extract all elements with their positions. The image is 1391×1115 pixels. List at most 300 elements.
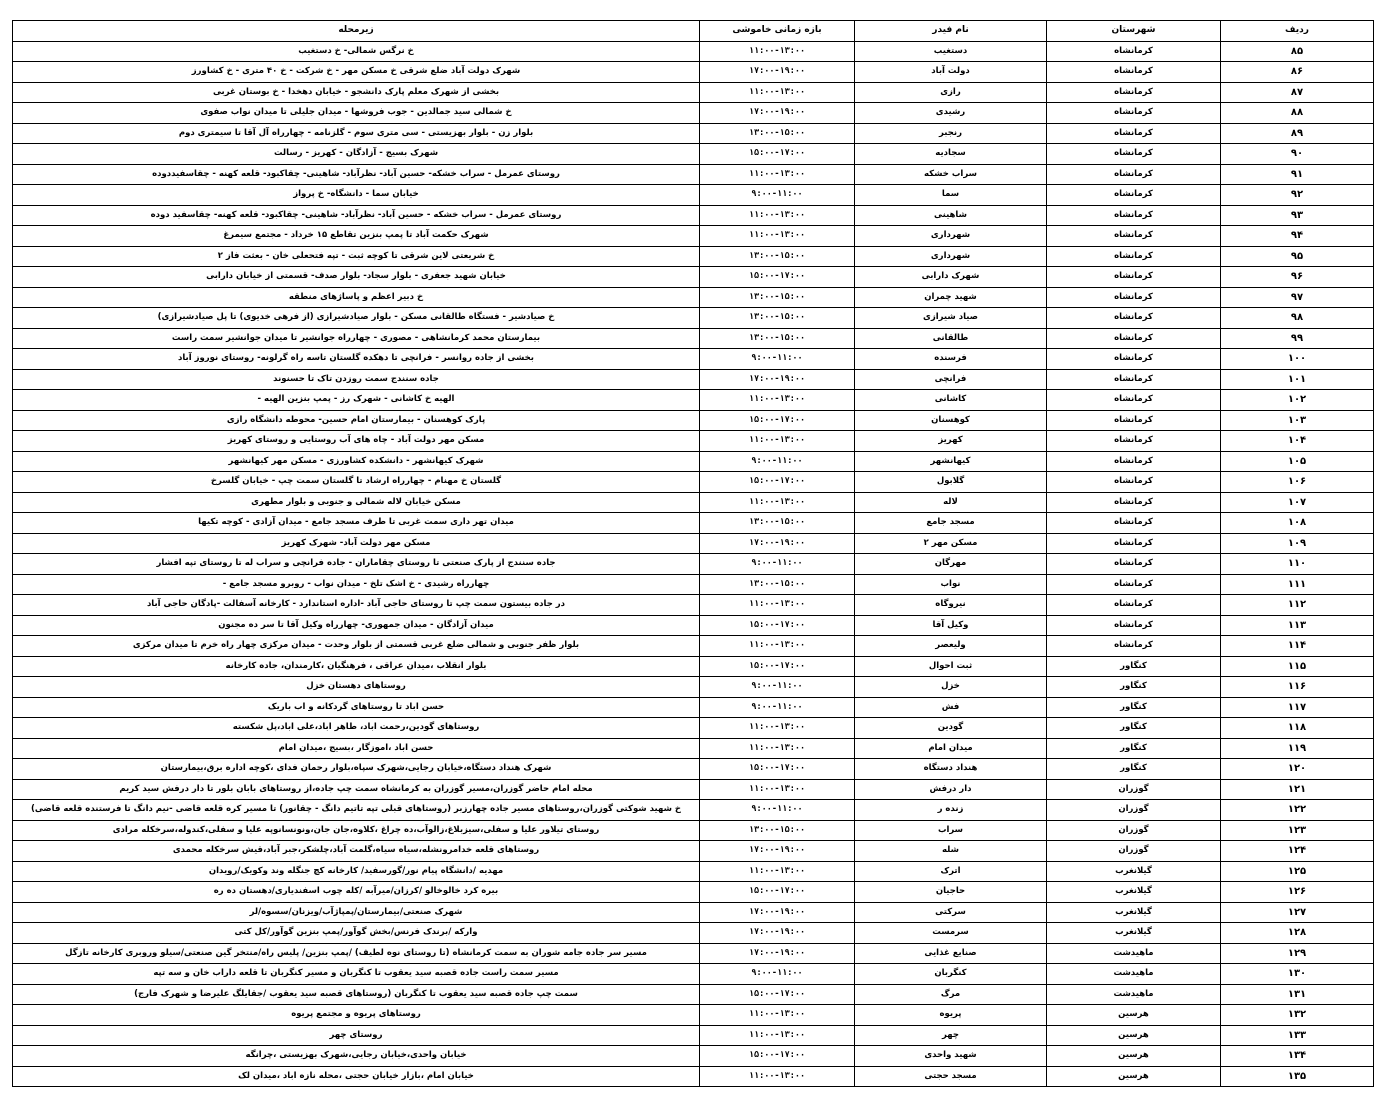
cell-area: بلوار ظفر جنوبی و شمالی ضلع غربی قسمتی از بلوار وحدت - میدان مرکزی چهار راه خرم تا میدان مرکزی: [13, 636, 700, 657]
cell-radif: ۸۶: [1221, 62, 1374, 83]
cell-city: کنگاور: [1047, 738, 1221, 759]
table-row: [13, 697, 1374, 718]
table-row: [13, 62, 1374, 83]
cell-range: ۱۷:۰۰-۱۹:۰۰: [700, 943, 855, 964]
cell-area: مسیر سر جاده جامه شوران به سمت کرمانشاه (تا روستای نوه لطیف) /پمپ بنزین/ پلیس راه/منتخر گین صنعتی/سیلو وروبری کارخانه تازگل: [13, 943, 700, 964]
cell-radif: ۹۴: [1221, 226, 1374, 247]
cell-area: شهرک کیهانشهر - دانشکده کشاورزی - مسکن مهر کیهانشهر: [13, 451, 700, 472]
table-row: [13, 492, 1374, 513]
cell-range: ۱۳:۰۰-۱۵:۰۰: [700, 287, 855, 308]
cell-city: ماهیدشت: [1047, 964, 1221, 985]
cell-city: کرمانشاه: [1047, 287, 1221, 308]
cell-range: ۱۷:۰۰-۱۹:۰۰: [700, 902, 855, 923]
cell-city: کنگاور: [1047, 759, 1221, 780]
cell-feeder: دولت آباد: [855, 62, 1047, 83]
cell-area: روستاهای دهستان خزل: [13, 677, 700, 698]
cell-area: خیابان واحدی،خیابان رجایی،شهرک بهزیستی ،چرانگه: [13, 1046, 700, 1067]
cell-range: ۱۱:۰۰-۱۳:۰۰: [700, 779, 855, 800]
cell-radif: ۹۷: [1221, 287, 1374, 308]
outage-schedule-table: [12, 20, 1374, 1087]
cell-range: ۱۱:۰۰-۱۳:۰۰: [700, 718, 855, 739]
cell-city: کرمانشاه: [1047, 226, 1221, 247]
cell-radif: ۱۳۰: [1221, 964, 1374, 985]
cell-range: ۱۷:۰۰-۱۹:۰۰: [700, 841, 855, 862]
cell-city: کنگاور: [1047, 656, 1221, 677]
cell-area: شهرک صنعتی/بیمارستان/پمپاژآب/ویزنان/سسوه/لر: [13, 902, 700, 923]
cell-feeder: ولیعصر: [855, 636, 1047, 657]
cell-feeder: دستغیب: [855, 41, 1047, 62]
cell-radif: ۸۹: [1221, 123, 1374, 144]
table-row: [13, 759, 1374, 780]
cell-range: ۱۱:۰۰-۱۳:۰۰: [700, 41, 855, 62]
cell-area: مسکن مهر دولت آباد- شهرک کهریز: [13, 533, 700, 554]
table-row: [13, 1046, 1374, 1067]
cell-radif: ۱۱۶: [1221, 677, 1374, 698]
cell-radif: ۱۲۰: [1221, 759, 1374, 780]
table-row: [13, 554, 1374, 575]
cell-radif: ۱۲۹: [1221, 943, 1374, 964]
cell-feeder: کنگربان: [855, 964, 1047, 985]
cell-range: ۱۵:۰۰-۱۷:۰۰: [700, 1046, 855, 1067]
cell-feeder: صیاد شیرازی: [855, 308, 1047, 329]
cell-range: ۱۱:۰۰-۱۳:۰۰: [700, 492, 855, 513]
cell-radif: ۹۹: [1221, 328, 1374, 349]
cell-radif: ۱۱۹: [1221, 738, 1374, 759]
cell-radif: ۱۳۴: [1221, 1046, 1374, 1067]
cell-range: ۱۱:۰۰-۱۳:۰۰: [700, 82, 855, 103]
cell-area: مسیر سمت راست جاده قصبه سید یعقوب تا کنگربان و مسیر کنگربان تا قلعه داراب خان و سه تپه: [13, 964, 700, 985]
cell-feeder: مسجد جامع: [855, 513, 1047, 534]
cell-area: بخشی از جاده روانسر - فرانچی تا دهکده گلستان تاسه راه گرلونه- روستای نوروز آباد: [13, 349, 700, 370]
cell-city: کنگاور: [1047, 677, 1221, 698]
cell-city: کرمانشاه: [1047, 308, 1221, 329]
cell-area: وارکه /برندک فرنس/بخش گوآور/پمپ بنزین گوآور/کل کتی: [13, 923, 700, 944]
cell-feeder: رازی: [855, 82, 1047, 103]
table-row: [13, 226, 1374, 247]
cell-area: مسکن مهر دولت آباد - چاه های آب روستایی و روستای کهریز: [13, 431, 700, 452]
table-row: [13, 369, 1374, 390]
table-row: [13, 308, 1374, 329]
table-row: [13, 636, 1374, 657]
cell-area: الهیه خ کاشانی - شهرک رز - پمپ بنزین الهیه -: [13, 390, 700, 411]
cell-area: خیابان امام ،بازار خیابان حجتی ،محله نازه اباد ،میدان لک: [13, 1066, 700, 1087]
cell-feeder: شاهینی: [855, 205, 1047, 226]
table-row: [13, 984, 1374, 1005]
cell-range: ۱۳:۰۰-۱۵:۰۰: [700, 574, 855, 595]
table-row: [13, 738, 1374, 759]
cell-area: جاده سنندج از پارک صنعتی تا روستای چقاماران - جاده فرانچی و سراب له تا روستای تپه افشار: [13, 554, 700, 575]
cell-city: گوزران: [1047, 820, 1221, 841]
table-row: [13, 718, 1374, 739]
table-row: [13, 246, 1374, 267]
cell-city: کرمانشاه: [1047, 390, 1221, 411]
cell-city: گوزران: [1047, 841, 1221, 862]
cell-feeder: شله: [855, 841, 1047, 862]
cell-feeder: هنداد دستگاه: [855, 759, 1047, 780]
cell-feeder: کیهانشهر: [855, 451, 1047, 472]
table-row: [13, 123, 1374, 144]
cell-area: خ شریعتی لاین شرقی تا کوچه ثبت - تپه فتحعلی خان - بعثت فاز ۲: [13, 246, 700, 267]
cell-range: ۱۱:۰۰-۱۳:۰۰: [700, 595, 855, 616]
cell-feeder: کاشانی: [855, 390, 1047, 411]
cell-city: کرمانشاه: [1047, 328, 1221, 349]
cell-radif: ۱۰۹: [1221, 533, 1374, 554]
cell-feeder: فرانچی: [855, 369, 1047, 390]
cell-feeder: اترک: [855, 861, 1047, 882]
cell-radif: ۹۱: [1221, 164, 1374, 185]
cell-area: روستاهای قلعه خدامرونشله،سیاه سیاه،گلمت آباد،چلشکر،جبر آباد،قیش سرخکله محمدی: [13, 841, 700, 862]
cell-radif: ۹۶: [1221, 267, 1374, 288]
cell-area: خ صیادشیر - فستگاه طالقانی مسکن - بلوار صیادشیرازی (از فرهی خدیوی) تا پل صیادشیرازی): [13, 308, 700, 329]
cell-radif: ۱۰۱: [1221, 369, 1374, 390]
table-row: [13, 205, 1374, 226]
table-row: [13, 943, 1374, 964]
cell-city: ماهیدشت: [1047, 943, 1221, 964]
cell-feeder: چهر: [855, 1025, 1047, 1046]
cell-radif: ۱۲۷: [1221, 902, 1374, 923]
cell-radif: ۱۰۲: [1221, 390, 1374, 411]
cell-radif: ۱۱۱: [1221, 574, 1374, 595]
cell-feeder: ثبت احوال: [855, 656, 1047, 677]
cell-range: ۱۱:۰۰-۱۳:۰۰: [700, 431, 855, 452]
cell-city: کرمانشاه: [1047, 369, 1221, 390]
cell-radif: ۱۰۳: [1221, 410, 1374, 431]
cell-city: کرمانشاه: [1047, 267, 1221, 288]
table-row: [13, 595, 1374, 616]
cell-area: شهرک حکمت آباد تا پمپ بنزین تقاطع ۱۵ خرداد - مجتمع سیمرغ: [13, 226, 700, 247]
cell-feeder: میدان امام: [855, 738, 1047, 759]
table-row: [13, 328, 1374, 349]
table-row: [13, 656, 1374, 677]
cell-range: ۹:۰۰-۱۱:۰۰: [700, 964, 855, 985]
cell-range: ۱۵:۰۰-۱۷:۰۰: [700, 984, 855, 1005]
cell-radif: ۱۱۴: [1221, 636, 1374, 657]
table-row: [13, 779, 1374, 800]
header-row: [13, 21, 1374, 42]
cell-city: کرمانشاه: [1047, 410, 1221, 431]
cell-radif: ۹۲: [1221, 185, 1374, 206]
cell-range: ۱۱:۰۰-۱۳:۰۰: [700, 205, 855, 226]
cell-feeder: مهرگان: [855, 554, 1047, 575]
cell-area: بیره کرد خالوخالو /کرزان/میرآبه /کله چوب اسفندیاری/دهستان ده ره: [13, 882, 700, 903]
cell-radif: ۱۰۰: [1221, 349, 1374, 370]
cell-city: کرمانشاه: [1047, 349, 1221, 370]
cell-feeder: سما: [855, 185, 1047, 206]
cell-radif: ۱۱۵: [1221, 656, 1374, 677]
cell-radif: ۱۱۳: [1221, 615, 1374, 636]
cell-area: حسن اباد ،اموزگار ،بسیج ،میدان امام: [13, 738, 700, 759]
table-row: [13, 103, 1374, 124]
header-radif: ردیف: [1221, 21, 1374, 42]
cell-radif: ۸۸: [1221, 103, 1374, 124]
cell-radif: ۱۳۳: [1221, 1025, 1374, 1046]
cell-feeder: نواب: [855, 574, 1047, 595]
cell-range: ۱۵:۰۰-۱۷:۰۰: [700, 759, 855, 780]
cell-radif: ۱۱۲: [1221, 595, 1374, 616]
cell-radif: ۱۳۱: [1221, 984, 1374, 1005]
cell-feeder: خزل: [855, 677, 1047, 698]
cell-feeder: لاله: [855, 492, 1047, 513]
cell-range: ۱۷:۰۰-۱۹:۰۰: [700, 369, 855, 390]
cell-area: روستای تیلاور علیا و سفلی،سیزبلاغ،زالوآب،ده چراغ ،کلاوه،جان جان،ونونسانوپه علیا و سفلی،کندوله،سرخکله مرادی: [13, 820, 700, 841]
cell-feeder: وکیل آقا: [855, 615, 1047, 636]
cell-range: ۱۱:۰۰-۱۳:۰۰: [700, 226, 855, 247]
table-row: [13, 144, 1374, 165]
cell-city: کرمانشاه: [1047, 451, 1221, 472]
cell-range: ۹:۰۰-۱۱:۰۰: [700, 554, 855, 575]
cell-area: چهارراه رشیدی - خ اشک تلخ - میدان نواب - روبرو مسجد جامع -: [13, 574, 700, 595]
cell-radif: ۹۰: [1221, 144, 1374, 165]
cell-city: کرمانشاه: [1047, 144, 1221, 165]
cell-range: ۱۵:۰۰-۱۷:۰۰: [700, 656, 855, 677]
cell-range: ۱۱:۰۰-۱۳:۰۰: [700, 164, 855, 185]
cell-area: روستای چهر: [13, 1025, 700, 1046]
cell-feeder: سرمست: [855, 923, 1047, 944]
cell-city: کرمانشاه: [1047, 123, 1221, 144]
cell-city: هرسین: [1047, 1005, 1221, 1026]
cell-range: ۱۱:۰۰-۱۳:۰۰: [700, 1066, 855, 1087]
cell-range: ۱۵:۰۰-۱۷:۰۰: [700, 410, 855, 431]
cell-feeder: سجادیه: [855, 144, 1047, 165]
cell-range: ۱۱:۰۰-۱۳:۰۰: [700, 1025, 855, 1046]
cell-range: ۹:۰۰-۱۱:۰۰: [700, 800, 855, 821]
cell-city: کرمانشاه: [1047, 41, 1221, 62]
table-row: [13, 677, 1374, 698]
cell-feeder: طالقانی: [855, 328, 1047, 349]
table-row: [13, 1005, 1374, 1026]
cell-area: میدان تهر داری سمت غربی تا طرف مسجد جامع - میدان آزادی - کوچه تکیها: [13, 513, 700, 534]
cell-city: کرمانشاه: [1047, 472, 1221, 493]
cell-radif: ۱۰۴: [1221, 431, 1374, 452]
cell-feeder: فش: [855, 697, 1047, 718]
header-range: بازه زمانی خاموشی: [700, 21, 855, 42]
cell-city: کرمانشاه: [1047, 615, 1221, 636]
cell-radif: ۱۳۲: [1221, 1005, 1374, 1026]
cell-city: کرمانشاه: [1047, 574, 1221, 595]
cell-area: میدان آزادگان - میدان جمهوری- چهارراه وکیل آقا تا سر ده مجنون: [13, 615, 700, 636]
table-row: [13, 390, 1374, 411]
table-row: [13, 410, 1374, 431]
table-row: [13, 185, 1374, 206]
table-row: [13, 451, 1374, 472]
cell-area: سمت چپ جاده قصبه سید یعقوب تا کنگربان (روستاهای قصبه سید یعقوب /جقایلگ علیرضا و شهرک فارج): [13, 984, 700, 1005]
cell-feeder: پریوه: [855, 1005, 1047, 1026]
cell-city: کرمانشاه: [1047, 492, 1221, 513]
cell-radif: ۱۰۸: [1221, 513, 1374, 534]
cell-feeder: شهرداری: [855, 246, 1047, 267]
cell-city: کرمانشاه: [1047, 82, 1221, 103]
cell-city: گیلانغرب: [1047, 902, 1221, 923]
table-row: [13, 841, 1374, 862]
cell-feeder: سراب خشکه: [855, 164, 1047, 185]
cell-area: مهدیه /دانشگاه پیام نور/گورسفید/ کارخانه کچ جنگله وند وکویک/رویدان: [13, 861, 700, 882]
table-row: [13, 533, 1374, 554]
cell-range: ۱۷:۰۰-۱۹:۰۰: [700, 923, 855, 944]
cell-radif: ۱۲۱: [1221, 779, 1374, 800]
cell-city: هرسین: [1047, 1066, 1221, 1087]
cell-area: بیمارستان محمد کرمانشاهی - مصوری - چهارراه جوانشیر تا میدان جوانشیر سمت راست: [13, 328, 700, 349]
cell-range: ۹:۰۰-۱۱:۰۰: [700, 451, 855, 472]
cell-area: جاده سنندج سمت روزدن تاک تا حسنوند: [13, 369, 700, 390]
cell-city: کرمانشاه: [1047, 513, 1221, 534]
cell-feeder: شهید واحدی: [855, 1046, 1047, 1067]
table-row: [13, 431, 1374, 452]
cell-range: ۱۳:۰۰-۱۵:۰۰: [700, 820, 855, 841]
cell-area: روستای عمرمل - سراب خشکه- حسین آباد- نظرآباد- شاهینی- چقاکبود- قلعه کهنه - چقاسفیددوده: [13, 164, 700, 185]
cell-feeder: نیروگاه: [855, 595, 1047, 616]
cell-city: کرمانشاه: [1047, 554, 1221, 575]
cell-feeder: رشیدی: [855, 103, 1047, 124]
cell-range: ۱۵:۰۰-۱۷:۰۰: [700, 882, 855, 903]
cell-area: حسن اباد تا روستاهای گردکانه و اب باریک: [13, 697, 700, 718]
cell-feeder: صنایع غذایی: [855, 943, 1047, 964]
cell-city: گوزران: [1047, 779, 1221, 800]
table-row: [13, 1025, 1374, 1046]
cell-city: کرمانشاه: [1047, 533, 1221, 554]
cell-city: گیلانغرب: [1047, 882, 1221, 903]
table-header: [13, 21, 1374, 42]
cell-area: شهرک بسیج - آزادگان - کهریز - رسالت: [13, 144, 700, 165]
cell-area: بلوار انقلاب ،میدان عراقی ، فرهنگیان ،کارمندان، جاده کارخانه: [13, 656, 700, 677]
cell-feeder: سرکتی: [855, 902, 1047, 923]
cell-radif: ۱۲۲: [1221, 800, 1374, 821]
cell-feeder: کوهسنان: [855, 410, 1047, 431]
cell-radif: ۱۰۵: [1221, 451, 1374, 472]
header-city: شهرستان: [1047, 21, 1221, 42]
cell-feeder: دار درفش: [855, 779, 1047, 800]
cell-range: ۱۱:۰۰-۱۳:۰۰: [700, 390, 855, 411]
cell-feeder: کهریز: [855, 431, 1047, 452]
cell-feeder: شهرداری: [855, 226, 1047, 247]
cell-radif: ۸۵: [1221, 41, 1374, 62]
cell-city: گیلانغرب: [1047, 861, 1221, 882]
cell-feeder: زنده ر: [855, 800, 1047, 821]
cell-area: خ شهید شوکتی گوزران،روستاهای مسیر جاده چهارزبر (روستاهای قبلی تپه تاتیم دانگ - چقانور) تا مسیر کره قلعه قاضی -نیم دانگ تا فرستنده قلعه قاضی): [13, 800, 700, 821]
table-row: [13, 472, 1374, 493]
cell-area: شهرک هنداد دستگاه،خیابان رجایی،شهرک سپاه،بلوار رحمان فدای ،کوچه اداره برق،بیمارستان: [13, 759, 700, 780]
table-body: [13, 41, 1374, 1087]
cell-radif: ۱۲۶: [1221, 882, 1374, 903]
cell-city: گیلانغرب: [1047, 923, 1221, 944]
cell-city: کرمانشاه: [1047, 185, 1221, 206]
cell-feeder: گودین: [855, 718, 1047, 739]
cell-city: کرمانشاه: [1047, 62, 1221, 83]
cell-range: ۱۱:۰۰-۱۳:۰۰: [700, 738, 855, 759]
table-row: [13, 615, 1374, 636]
cell-area: روستاهای گودین،رحمت اباد، طاهر اباد،علی اباد،پل شکسته: [13, 718, 700, 739]
cell-radif: ۱۱۷: [1221, 697, 1374, 718]
cell-range: ۱۳:۰۰-۱۵:۰۰: [700, 123, 855, 144]
cell-radif: ۱۱۰: [1221, 554, 1374, 575]
table-row: [13, 820, 1374, 841]
table-row: [13, 267, 1374, 288]
cell-range: ۱۳:۰۰-۱۵:۰۰: [700, 308, 855, 329]
cell-radif: ۹۸: [1221, 308, 1374, 329]
table-row: [13, 82, 1374, 103]
table-row: [13, 513, 1374, 534]
cell-city: ماهیدشت: [1047, 984, 1221, 1005]
cell-radif: ۹۳: [1221, 205, 1374, 226]
header-feeder: نام فیدر: [855, 21, 1047, 42]
cell-feeder: گلابول: [855, 472, 1047, 493]
table-row: [13, 287, 1374, 308]
cell-area: بخشی از شهرک معلم پارک دانشجو - خیابان دهخدا - خ بوستان غربی: [13, 82, 700, 103]
cell-city: هرسین: [1047, 1046, 1221, 1067]
table-row: [13, 41, 1374, 62]
cell-range: ۹:۰۰-۱۱:۰۰: [700, 185, 855, 206]
cell-range: ۱۷:۰۰-۱۹:۰۰: [700, 533, 855, 554]
cell-area: پارک کوهسنان - بیمارستان امام حسین- محوطه دانشگاه رازی: [13, 410, 700, 431]
cell-range: ۱۱:۰۰-۱۳:۰۰: [700, 636, 855, 657]
header-area: زیرمحله: [13, 21, 700, 42]
cell-range: ۱۵:۰۰-۱۷:۰۰: [700, 267, 855, 288]
cell-feeder: مرگ: [855, 984, 1047, 1005]
table-row: [13, 882, 1374, 903]
cell-feeder: رنجبر: [855, 123, 1047, 144]
cell-range: ۱۵:۰۰-۱۷:۰۰: [700, 144, 855, 165]
cell-radif: ۱۰۷: [1221, 492, 1374, 513]
cell-feeder: شهید چمران: [855, 287, 1047, 308]
cell-area: گلستان خ مهنام - چهارراه ارشاد تا گلستان سمت چپ - خیابان گلسرخ: [13, 472, 700, 493]
table-row: [13, 574, 1374, 595]
cell-city: کرمانشاه: [1047, 103, 1221, 124]
cell-city: گوزران: [1047, 800, 1221, 821]
cell-radif: ۱۱۸: [1221, 718, 1374, 739]
cell-city: کرمانشاه: [1047, 431, 1221, 452]
cell-range: ۱۵:۰۰-۱۷:۰۰: [700, 615, 855, 636]
cell-area: بلوار زن - بلوار بهزیستی - سی متری سوم - گلزنامه - چهارراه آل آقا تا سیمتری دوم: [13, 123, 700, 144]
cell-city: کرمانشاه: [1047, 246, 1221, 267]
cell-radif: ۹۵: [1221, 246, 1374, 267]
cell-radif: ۱۲۳: [1221, 820, 1374, 841]
cell-area: خ دبیر اعظم و پاساژهای منطقه: [13, 287, 700, 308]
table-row: [13, 902, 1374, 923]
cell-range: ۱۷:۰۰-۱۹:۰۰: [700, 62, 855, 83]
cell-area: شهرک دولت آباد ضلع شرقی خ مسکن مهر - خ شرکت - خ ۴۰ متری - خ کشاورز: [13, 62, 700, 83]
cell-range: ۱۱:۰۰-۱۳:۰۰: [700, 861, 855, 882]
cell-area: خ نرگس شمالی- خ دستغیب: [13, 41, 700, 62]
table-row: [13, 349, 1374, 370]
table-row: [13, 923, 1374, 944]
cell-range: ۹:۰۰-۱۱:۰۰: [700, 677, 855, 698]
cell-radif: ۸۷: [1221, 82, 1374, 103]
cell-range: ۱۱:۰۰-۱۳:۰۰: [700, 1005, 855, 1026]
cell-radif: ۱۰۶: [1221, 472, 1374, 493]
cell-feeder: فرسنده: [855, 349, 1047, 370]
cell-feeder: حاجیان: [855, 882, 1047, 903]
cell-area: محله امام حاضر گوزران،مسیر گوزران به کرمانشاه سمت چپ جاده،از روستاهای بابان بلور تا دار درفش سید کریم: [13, 779, 700, 800]
cell-area: خ شمالی سید جمالدین - جوب فروشها - میدان جلیلی تا میدان نواب صفوی: [13, 103, 700, 124]
cell-feeder: سراب: [855, 820, 1047, 841]
table-row: [13, 861, 1374, 882]
cell-range: ۱۳:۰۰-۱۵:۰۰: [700, 513, 855, 534]
cell-range: ۱۳:۰۰-۱۵:۰۰: [700, 246, 855, 267]
table-row: [13, 164, 1374, 185]
cell-range: ۱۳:۰۰-۱۵:۰۰: [700, 328, 855, 349]
cell-feeder: مسکن مهر ۲: [855, 533, 1047, 554]
cell-area: خیابان سما - دانشگاه- خ پرواز: [13, 185, 700, 206]
cell-area: مسکن خیابان لاله شمالی و جنوبی و بلوار مطهری: [13, 492, 700, 513]
table-row: [13, 1066, 1374, 1087]
cell-city: کنگاور: [1047, 718, 1221, 739]
cell-city: کرمانشاه: [1047, 636, 1221, 657]
table-row: [13, 800, 1374, 821]
cell-area: روستای عمرمل - سراب خشکه - حسین آباد- نظرآباد- شاهینی- چقاکبود- قلعه کهنه- چقاسفید دوده: [13, 205, 700, 226]
cell-radif: ۱۳۵: [1221, 1066, 1374, 1087]
cell-city: کرمانشاه: [1047, 595, 1221, 616]
cell-range: ۹:۰۰-۱۱:۰۰: [700, 349, 855, 370]
table-row: [13, 964, 1374, 985]
